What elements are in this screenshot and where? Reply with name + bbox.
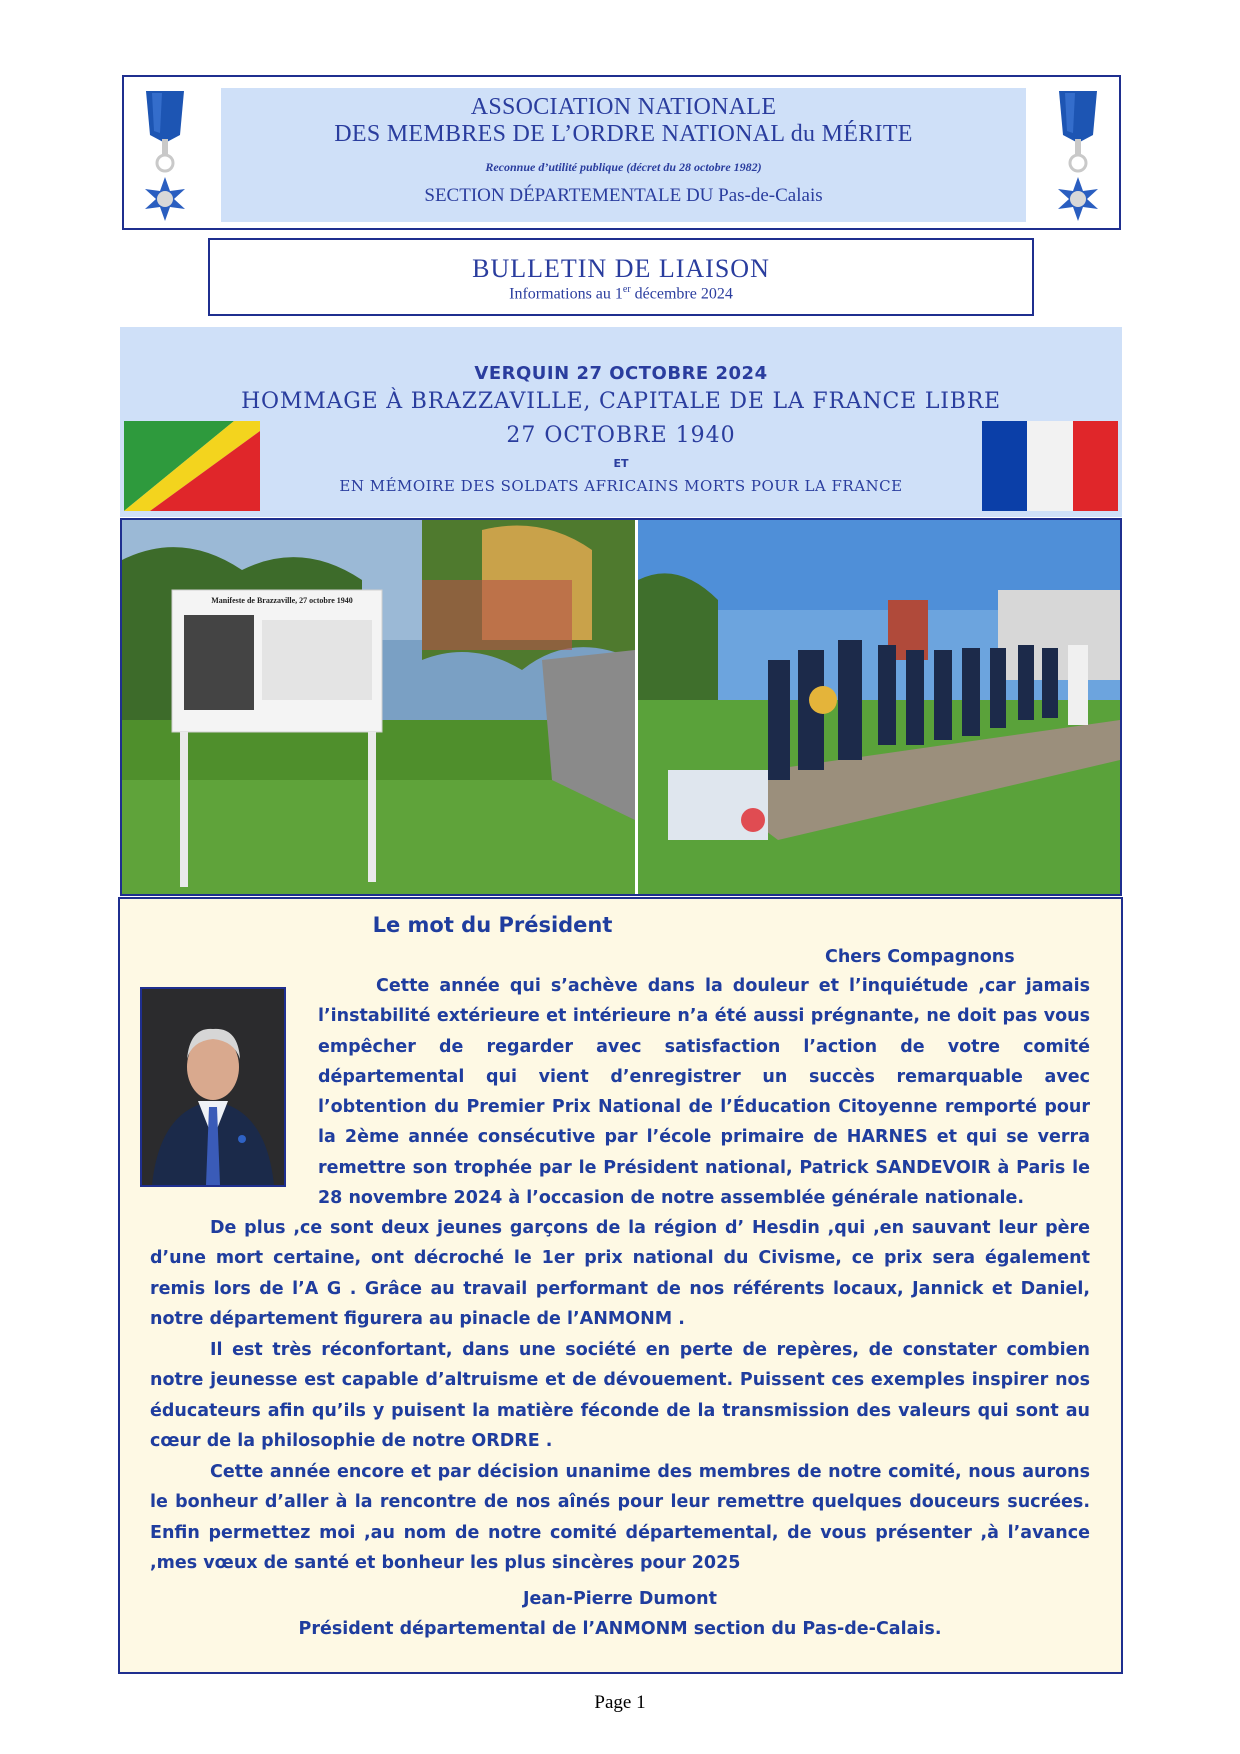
event-historic-date: 27 OCTOBRE 1940 — [506, 423, 736, 448]
ceremony-photo — [638, 520, 1120, 894]
president-paragraph-4-text: Cette année encore et par décision unanime des membres de notre comité, nous aurons le bonheur d’aller à la rencontre de nos aînés pour leur remettre quelques douceurs sucrées. Enfin permettez moi ,au nom de notre comité départemental, de vous présenter ,à l’avance ,mes vœux de santé et bonheur les plus sincères pour 2025 — [150, 1462, 1090, 1573]
event-banner — [120, 327, 1122, 517]
president-paragraph-2-text: De plus ,ce sont deux jeunes garçons de la région d’ Hesdin ,qui ,en sauvant leur père d’une mort certaine, ont décroché le 1er prix national du Civisme, ce prix sera également remis lors de l’A G . Grâce au travail performant de nos référents locaux, Jannick et Daniel, notre département figurera au pinacle de l’ANMONM . — [150, 1218, 1090, 1329]
medal-icon — [142, 87, 188, 222]
association-order: DES MEMBRES DE L’ORDRE NATIONAL du MÉRITE — [334, 121, 913, 147]
association-name: ASSOCIATION NATIONALE — [470, 94, 777, 120]
public-utility-note: Reconnue d’utilité publique (décret du 28 octobre 1982) — [485, 160, 762, 174]
header-title-panel — [221, 88, 1026, 222]
president-message — [118, 897, 1123, 1674]
president-paragraph-1-text: Cette année qui s’achève dans la douleur et l’inquiétude ,car jamais l’instabilité extérieure et intérieure n’a été aussi prégnante, ne doit pas vous empêcher de regarder avec satisfaction l’action de votre comité départemental qui vient d’enregistrer un succès remarquable avec l’obtention du Premier Prix National de l’Éducation Citoyenne remporté pour la 2ème année consécutive par l’école primaire de HARNES et qui se verra remettre son trophée par le Président national, Patrick SANDEVOIR à Paris le 28 novembre 2024 à l’occasion de notre assemblée générale nationale. — [318, 976, 1090, 1209]
france-flag-icon — [982, 421, 1118, 511]
medal-icon — [1055, 87, 1101, 222]
plaque-title: Manifeste de Brazzaville, 27 octobre 1940 — [211, 596, 353, 605]
president-message-heading: Le mot du Président — [372, 913, 613, 937]
president-portrait — [140, 987, 286, 1187]
event-title: HOMMAGE À BRAZZAVILLE, CAPITALE DE LA FRANCE LIBRE — [241, 389, 1001, 414]
event-date: VERQUIN 27 OCTOBRE 2024 — [474, 363, 768, 384]
ceremony-photos — [120, 518, 1122, 896]
bulletin-date-sup: er — [622, 284, 631, 295]
president-paragraph-2 — [150, 1213, 1090, 1334]
event-memory: EN MÉMOIRE DES SOLDATS AFRICAINS MORTS POUR LA FRANCE — [339, 477, 903, 495]
president-paragraph-3-text: Il est très réconfortant, dans une société en perte de repères, de constater combien notre jeunesse est capable d’altruisme et de dévouement. Puissent ces exemples inspirer nos éducateurs afin qu’ils y puisent la matière féconde de la transmission des valeurs qui sont au cœur de la philosophie de notre ORDRE . — [150, 1340, 1090, 1451]
signature-title: Président départemental de l’ANMONM section du Pas-de-Calais. — [298, 1619, 942, 1639]
president-paragraph-1 — [318, 971, 1090, 1213]
bulletin-date-prefix: Informations au 1 — [509, 285, 623, 303]
bulletin-date-suffix: décembre 2024 — [630, 285, 733, 303]
section-name: SECTION DÉPARTEMENTALE DU Pas-de-Calais — [424, 185, 823, 206]
plaque-photo — [122, 520, 635, 894]
bulletin-title: BULLETIN DE LIAISON — [472, 254, 770, 283]
president-paragraph-4 — [150, 1457, 1090, 1578]
portrait-photo — [142, 989, 284, 1185]
president-paragraph-3 — [150, 1335, 1090, 1456]
event-conjunction: ET — [613, 457, 629, 470]
bulletin-box — [208, 238, 1034, 316]
association-header — [122, 75, 1121, 230]
bulletin-date — [210, 284, 1032, 303]
page-number: Page 1 — [594, 1692, 646, 1713]
salutation: Chers Compagnons — [825, 947, 1015, 967]
signature-name: Jean-Pierre Dumont — [523, 1589, 717, 1609]
